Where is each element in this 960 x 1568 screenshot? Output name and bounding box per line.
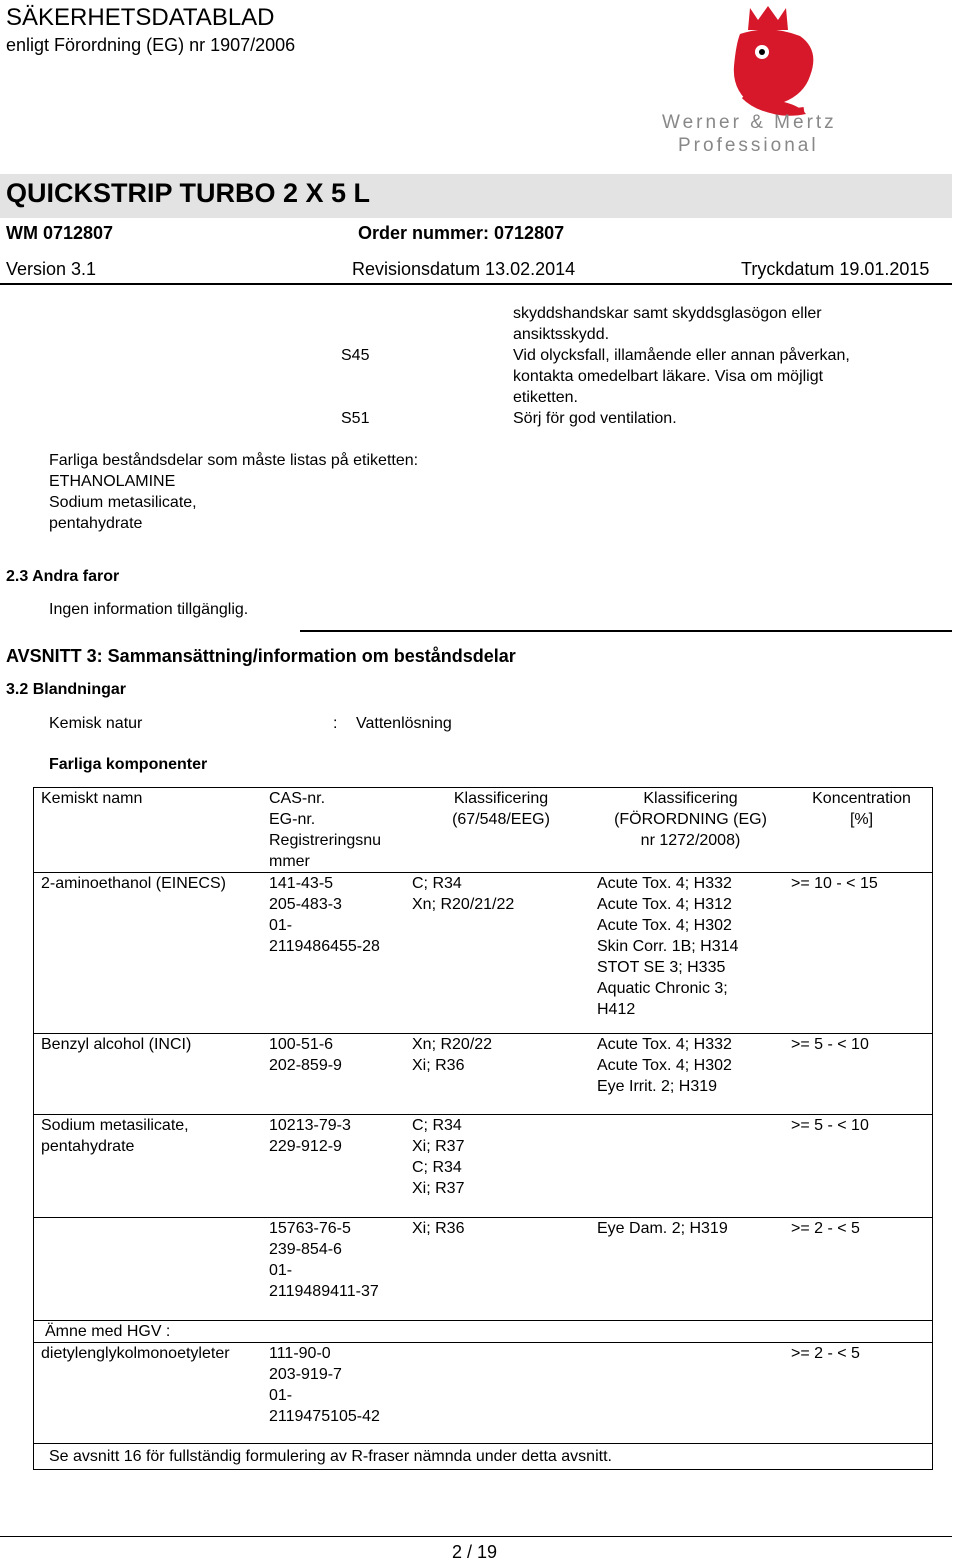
cell-conc: >= 2 - < 5 xyxy=(784,1218,933,1321)
table-row xyxy=(34,1115,933,1218)
cell-cls-new xyxy=(590,1115,784,1218)
document-title: SÄKERHETSDATABLAD xyxy=(6,4,275,31)
table-row xyxy=(34,1343,933,1444)
wm-number: WM 0712807 xyxy=(6,223,114,243)
dangerous-ingredients: Farliga beståndsdelar som måste listas på etiketten: ETHANOLAMINE Sodium metasilicate, pentahydrate xyxy=(49,452,419,532)
section-3-2-title: 3.2 Blandningar xyxy=(6,681,127,698)
header-cell: Klassificering (67/548/EEG) xyxy=(405,788,590,873)
cell-cls-old: Xi; R36 xyxy=(405,1218,590,1321)
nature-value: Vattenlösning xyxy=(356,715,452,732)
logo-text-brand: Werner & Mertz xyxy=(662,112,837,133)
table-row xyxy=(34,1218,933,1321)
s-phrase-text-1: Vid olycksfall, illamående eller annan påverkan, kontakta omedelbart läkare. Visa om möjligt etiketten. xyxy=(513,347,850,406)
cell-cls-new: Eye Dam. 2; H319 xyxy=(590,1218,784,1321)
company-logo xyxy=(652,0,860,160)
components-table xyxy=(33,787,933,1470)
hgv-label: Ämne med HGV : xyxy=(34,1321,933,1343)
cell-cls-new: Acute Tox. 4; H332 Acute Tox. 4; H302 Eye Irrit. 2; H319 xyxy=(590,1034,784,1115)
footnote-row xyxy=(34,1444,933,1470)
logo-text-professional: Professional xyxy=(678,135,819,156)
cell-conc: >= 2 - < 5 xyxy=(784,1343,933,1444)
document-subtitle: enligt Förordning (EG) nr 1907/2006 xyxy=(6,35,296,55)
revision-date: Revisionsdatum 13.02.2014 xyxy=(352,259,576,279)
cell-ids: 100-51-6 202-859-9 xyxy=(262,1034,405,1115)
cell-conc: >= 10 - < 15 xyxy=(784,873,933,1034)
cell-cls-old: C; R34 Xi; R37 C; R34 Xi; R37 xyxy=(405,1115,590,1218)
s-phrase-code: S51 xyxy=(341,410,370,427)
cell-cls-old: C; R34 Xn; R20/21/22 xyxy=(405,873,590,1034)
header-cell: Koncentration [%] xyxy=(784,788,933,873)
cell-name: Sodium metasilicate, pentahydrate xyxy=(34,1115,263,1218)
cell-ids: 15763-76-5 239-854-6 01- 2119489411-37 xyxy=(262,1218,405,1321)
cell-ids: 141-43-5 205-483-3 01- 2119486455-28 xyxy=(262,873,405,1034)
version: Version 3.1 xyxy=(6,259,97,279)
cell-conc: >= 5 - < 10 xyxy=(784,1115,933,1218)
nature-separator: : xyxy=(333,715,338,732)
section-2-3-title: 2.3 Andra faror xyxy=(6,568,120,585)
footer-divider xyxy=(0,1536,952,1537)
product-name: QUICKSTRIP TURBO 2 X 5 L xyxy=(6,178,371,208)
cell-name: dietylenglykolmonoetyleter xyxy=(34,1343,263,1444)
order-number: Order nummer: 0712807 xyxy=(358,223,565,243)
cell-name: Benzyl alcohol (INCI) xyxy=(34,1034,263,1115)
s-phrase-code: S45 xyxy=(341,347,370,364)
cell-cls-new: Acute Tox. 4; H332 Acute Tox. 4; H312 Acute Tox. 4; H302 Skin Corr. 1B; H314 STOT SE 3; H335 Aquatic Chronic 3; H412 xyxy=(590,873,784,1034)
page-number: 2 / 19 xyxy=(452,1542,498,1562)
cell-cls-old: Xn; R20/22 Xi; R36 xyxy=(405,1034,590,1115)
cell-name: 2-aminoethanol (EINECS) xyxy=(34,873,263,1034)
s-phrase-text-0: skyddshandskar samt skyddsglasögon eller ansiktsskydd. xyxy=(513,305,822,343)
cell-ids: 10213-79-3 229-912-9 xyxy=(262,1115,405,1218)
section-divider xyxy=(300,630,952,632)
components-title: Farliga komponenter xyxy=(49,756,208,773)
header-cell: Kemiskt namn xyxy=(34,788,263,873)
header-cell: Klassificering (FÖRORDNING (EG) nr 1272/2008) xyxy=(590,788,784,873)
table-row xyxy=(34,1034,933,1115)
nature-label: Kemisk natur xyxy=(49,715,143,732)
cell-ids: 111-90-0 203-919-7 01- 2119475105-42 xyxy=(262,1343,405,1444)
section-2-3-text: Ingen information tillgänglig. xyxy=(49,601,249,618)
s-phrase-text-2: Sörj för god ventilation. xyxy=(513,410,677,427)
cell-name xyxy=(34,1218,263,1321)
header-divider xyxy=(0,283,952,285)
print-date: Tryckdatum 19.01.2015 xyxy=(741,259,930,279)
table-row xyxy=(34,873,933,1034)
table-header-row xyxy=(34,788,933,873)
hgv-label-row xyxy=(34,1321,933,1343)
section-3-title: AVSNITT 3: Sammansättning/information om beståndsdelar xyxy=(6,646,516,666)
cell-cls-old xyxy=(405,1343,590,1444)
cell-cls-new xyxy=(590,1343,784,1444)
header-cell: CAS-nr. EG-nr. Registreringsnu mmer xyxy=(262,788,405,873)
footnote: Se avsnitt 16 för fullständig formulering av R-fraser nämnda under detta avsnitt. xyxy=(34,1444,933,1470)
cell-conc: >= 5 - < 10 xyxy=(784,1034,933,1115)
